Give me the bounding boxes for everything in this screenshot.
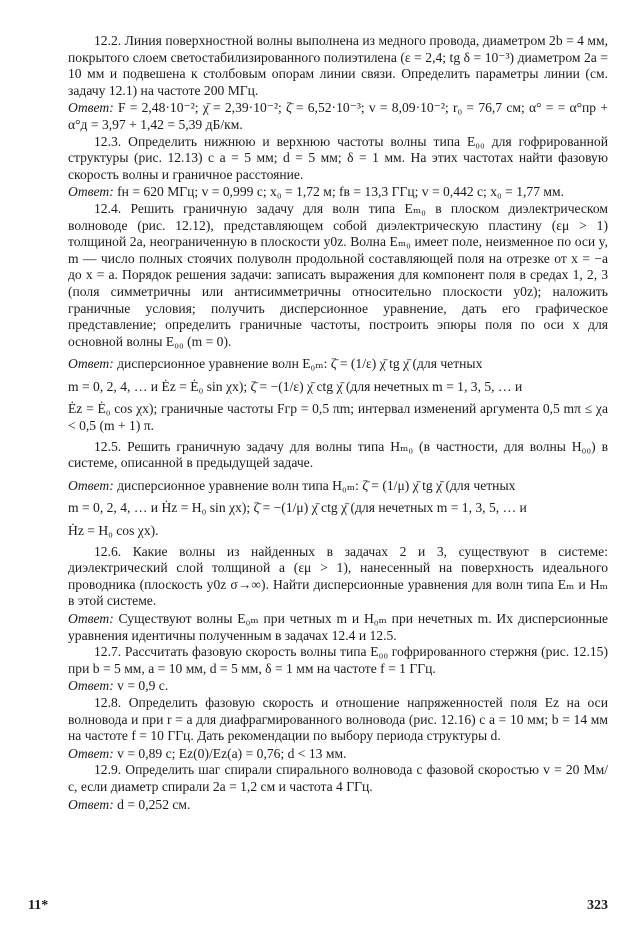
answer-label: Ответ:	[68, 796, 114, 812]
problem-12-9-text: 12.9. Определить шаг спирали спирального волновода с фазовой скоростью v = 20 Мм/с, если диаметр спирали 2a = 1,2 см и частота 4 ГГц.	[68, 762, 608, 794]
page-number: 323	[587, 898, 608, 913]
problem-12-5-answer-line-3: Ḣz = H₀ cos χx).	[68, 523, 159, 539]
text-column	[68, 33, 608, 813]
problem-12-4-answer-line-1	[68, 356, 608, 373]
problem-12-5-answer-line-1	[68, 478, 608, 495]
problem-12-5-answer-line-2: m = 0, 2, 4, … и Ḣz = H₀ sin χx); ζ̄ = −(1/μ) χ̄ ctg χ̄ (для нечетных m = 1, 3, 5, … и	[68, 500, 527, 516]
problem-12-8-text: 12.8. Определить фазовую скорость и отношение напряженностей поля Ez на оси волновода и при r = a для диафрагмированного волновода (рис. 12.16) с a = 10 мм; b = 14 мм на частоте f = 10 ГГц. Дать рекомендации по выбору периода структуры d.	[68, 694, 608, 744]
answer-label: Ответ:	[68, 356, 114, 372]
answer-label: Ответ:	[68, 611, 114, 626]
problem-12-9-answer	[68, 797, 608, 814]
problem-12-3-answer	[68, 184, 608, 201]
answer-text: Существуют волны E₀ₘ при четных m и H₀ₘ при нечетных m. Их дисперсионные уравнения идентичны полученным в задачах 12.4 и 12.5.	[68, 611, 608, 643]
answer-label: Ответ:	[68, 184, 114, 200]
problem-12-5-text: 12.5. Решить граничную задачу для волны типа Hₘ₀ (в частности, для волны H₀₀) в системе, описанной в предыдущей задаче.	[68, 438, 608, 471]
answer-text: v = 0,89 c; Ez(0)/Ez(a) = 0,76; d < 13 мм.	[117, 745, 347, 761]
problem-12-4-answer-line-2: m = 0, 2, 4, … и Ėz = Ė₀ sin χx); ζ̄ = −(1/ε) χ̄ ctg χ̄ (для нечетных m = 1, 3, 5, … и	[68, 378, 523, 394]
problem-12-2-text: 12.2. Линия поверхностной волны выполнена из медного провода, диаметром 2b = 4 мм, покрытого слоем светостабилизированного полиэтилена (ε = 2,4; tg δ = 10⁻³) диаметром 2a = 10 мм и подвешена к столбовым опорам линии связи. Определить параметры линии (см. задачу 12.1) на частоте 200 МГц.	[68, 33, 608, 98]
answer-label: Ответ:	[68, 477, 114, 493]
problem-12-7-text: 12.7. Рассчитать фазовую скорость волны типа E₀₀ гофрированного стержня (рис. 12.15) при b = 5 мм, a = 10 мм, d = 5 мм, δ = 1 мм на частоте f = 1 ГГц.	[68, 644, 608, 676]
answer-text: дисперсионное уравнение волн типа H₀ₘ: ζ̄ = (1/μ) χ̄ tg χ̄ (для четных	[117, 477, 516, 493]
problem-12-4-text: 12.4. Решить граничную задачу для волн типа Eₘ₀ в плоском диэлектрическом волноводе (рис. 12.12), представляющем собой диэлектрическую пластину (εμ > 1) толщиной 2a, неограниченную в плоскости y0z. Волна Eₘ₀ имеет поле, неизменное по оси y, m — число полных стоячих полуволн продольной составляющей поля на отрезке от x = −a до x = a. Порядок решения задачи: записать выражения для компонент поля в средах 1, 2, 3 (поля симметричны или антисимметричны относительно плоскости y0z); наложить граничные условия; получить дисперсионное уравнение, дать его графическое представление; определить граничные частоты, построить эпюры поля по оси x для основной волны E₀₀ (m = 0).	[68, 200, 608, 349]
problem-12-8-answer	[68, 746, 608, 763]
problem-12-6-answer	[68, 611, 608, 644]
answer-text: fн = 620 МГц; v = 0,999 c; x₀ = 1,72 м; fв = 13,3 ГГц; v = 0,442 c; x₀ = 1,77 мм.	[117, 184, 565, 200]
answer-text: v = 0,9 c.	[117, 678, 169, 694]
answer-label: Ответ:	[68, 100, 114, 116]
problem-12-6-text: 12.6. Какие волны из найденных в задачах 2 и 3, существуют в системе: диэлектрический слой толщиной a (εμ > 1), нанесенный на поверхность идеального проводника (плоскость y0z σ→∞). Найти дисперсионные уравнения для волн типа Eₘ и Hₘ в этой системе.	[68, 543, 608, 609]
answer-text: d = 0,252 см.	[117, 796, 191, 812]
problem-12-7-answer	[68, 678, 608, 695]
answer-text: F = 2,48·10⁻²; χ̄ = 2,39·10⁻²; ζ̄ = 6,52·10⁻³; v = 8,09·10⁻²; r₀ = 76,7 см; α° = = α°пр + α°д = 3,97 + 1,42 = 5,39 дБ/км.	[68, 100, 608, 132]
signature-mark: 11*	[28, 898, 49, 913]
problem-12-4-answer-line-3: Ėz = Ė₀ cos χx); граничные частоты Fгр = 0,5 πm; интервал изменений аргумента 0,5 mπ ≤ χa < 0,5 (m + 1) π.	[68, 401, 608, 434]
answer-label: Ответ:	[68, 745, 114, 761]
answer-label: Ответ:	[68, 678, 114, 694]
problem-12-2-answer	[68, 100, 608, 133]
answer-text: дисперсионное уравнение волн E₀ₘ: ζ̄ = (1/ε) χ̄ tg χ̄ (для четных	[117, 356, 483, 372]
problem-12-3-text: 12.3. Определить нижнюю и верхнюю частоты волны типа E₀₀ для гофрированной структуры (рис. 12.13) с a = 5 мм; d = 5 мм; δ = 1 мм. На этих частотах найти фазовую скорость волны и граничное расстояние.	[68, 133, 608, 182]
